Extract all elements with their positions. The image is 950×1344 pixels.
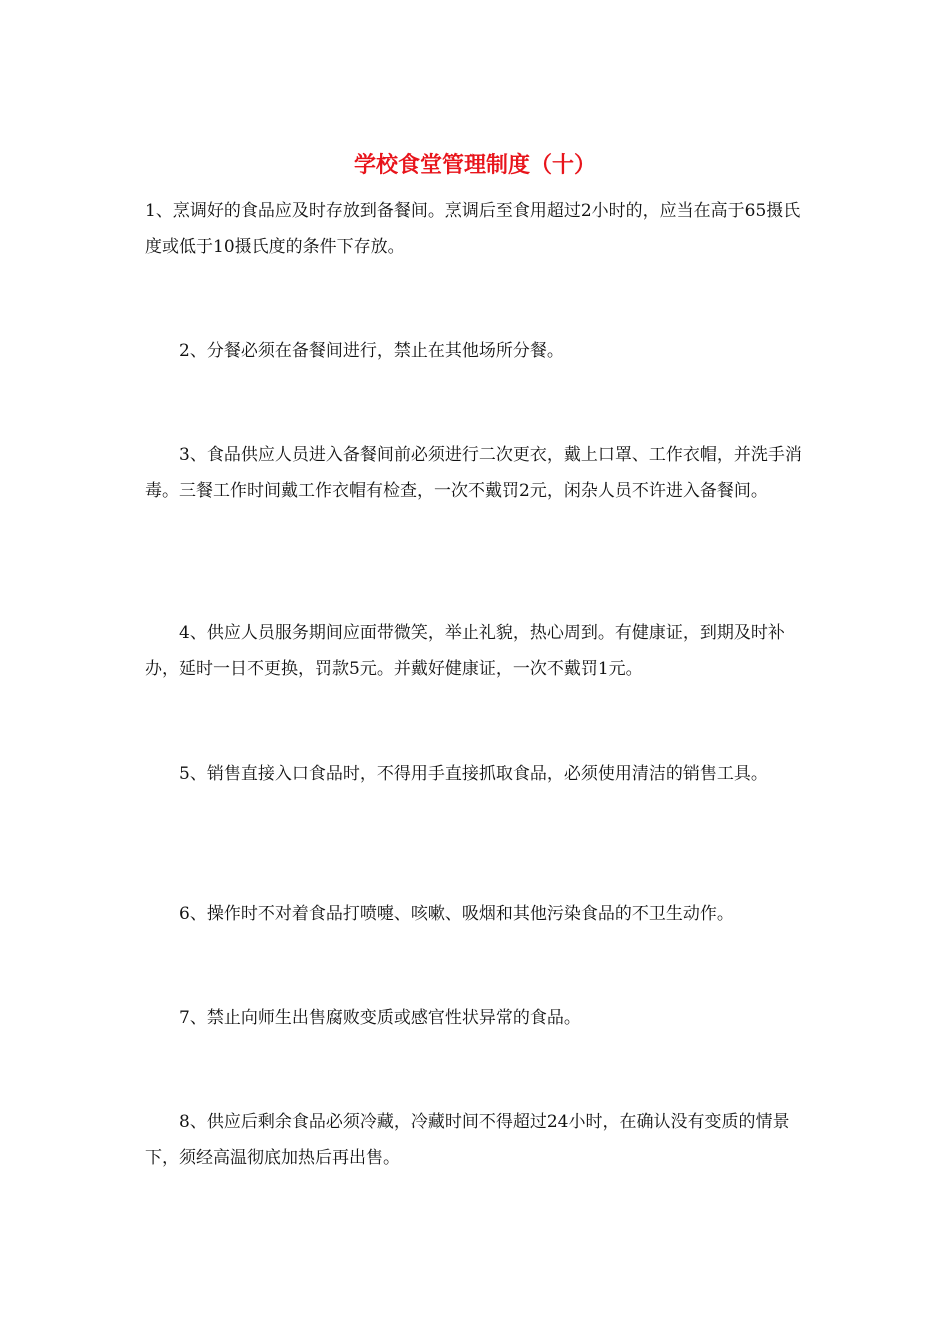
paragraph-4: 4、供应人员服务期间应面带微笑，举止礼貌，热心周到。有健康证，到期及时补办，延时一日不更换，罚款5元。并戴好健康证，一次不戴罚1元。 [145,623,785,679]
paragraph-2: 2、分餐必须在备餐间进行，禁止在其他场所分餐。 [179,341,564,361]
paragraph-8: 8、供应后剩余食品必须冷藏，冷藏时间不得超过24小时，在确认没有变质的情景下，须经高温彻底加热后再出售。 [145,1112,790,1168]
paragraph-1: 1、烹调好的食品应及时存放到备餐间。烹调后至食用超过2小时的，应当在高于65摄氏度或低于10摄氏度的条件下存放。 [145,201,801,257]
paragraph-5: 5、销售直接入口食品时，不得用手直接抓取食品，必须使用清洁的销售工具。 [179,764,768,784]
document-title: 学校食堂管理制度（十） [353,152,596,178]
paragraph-7: 7、禁止向师生出售腐败变质或感官性状异常的食品。 [179,1008,581,1028]
paragraph-3: 3、食品供应人员进入备餐间前必须进行二次更衣，戴上口罩、工作衣帽，并洗手消毒。三餐工作时间戴工作衣帽有检查，一次不戴罚2元，闲杂人员不许进入备餐间。 [145,445,802,501]
paragraph-6: 6、操作时不对着食品打喷嚏、咳嗽、吸烟和其他污染食品的不卫生动作。 [179,904,734,924]
